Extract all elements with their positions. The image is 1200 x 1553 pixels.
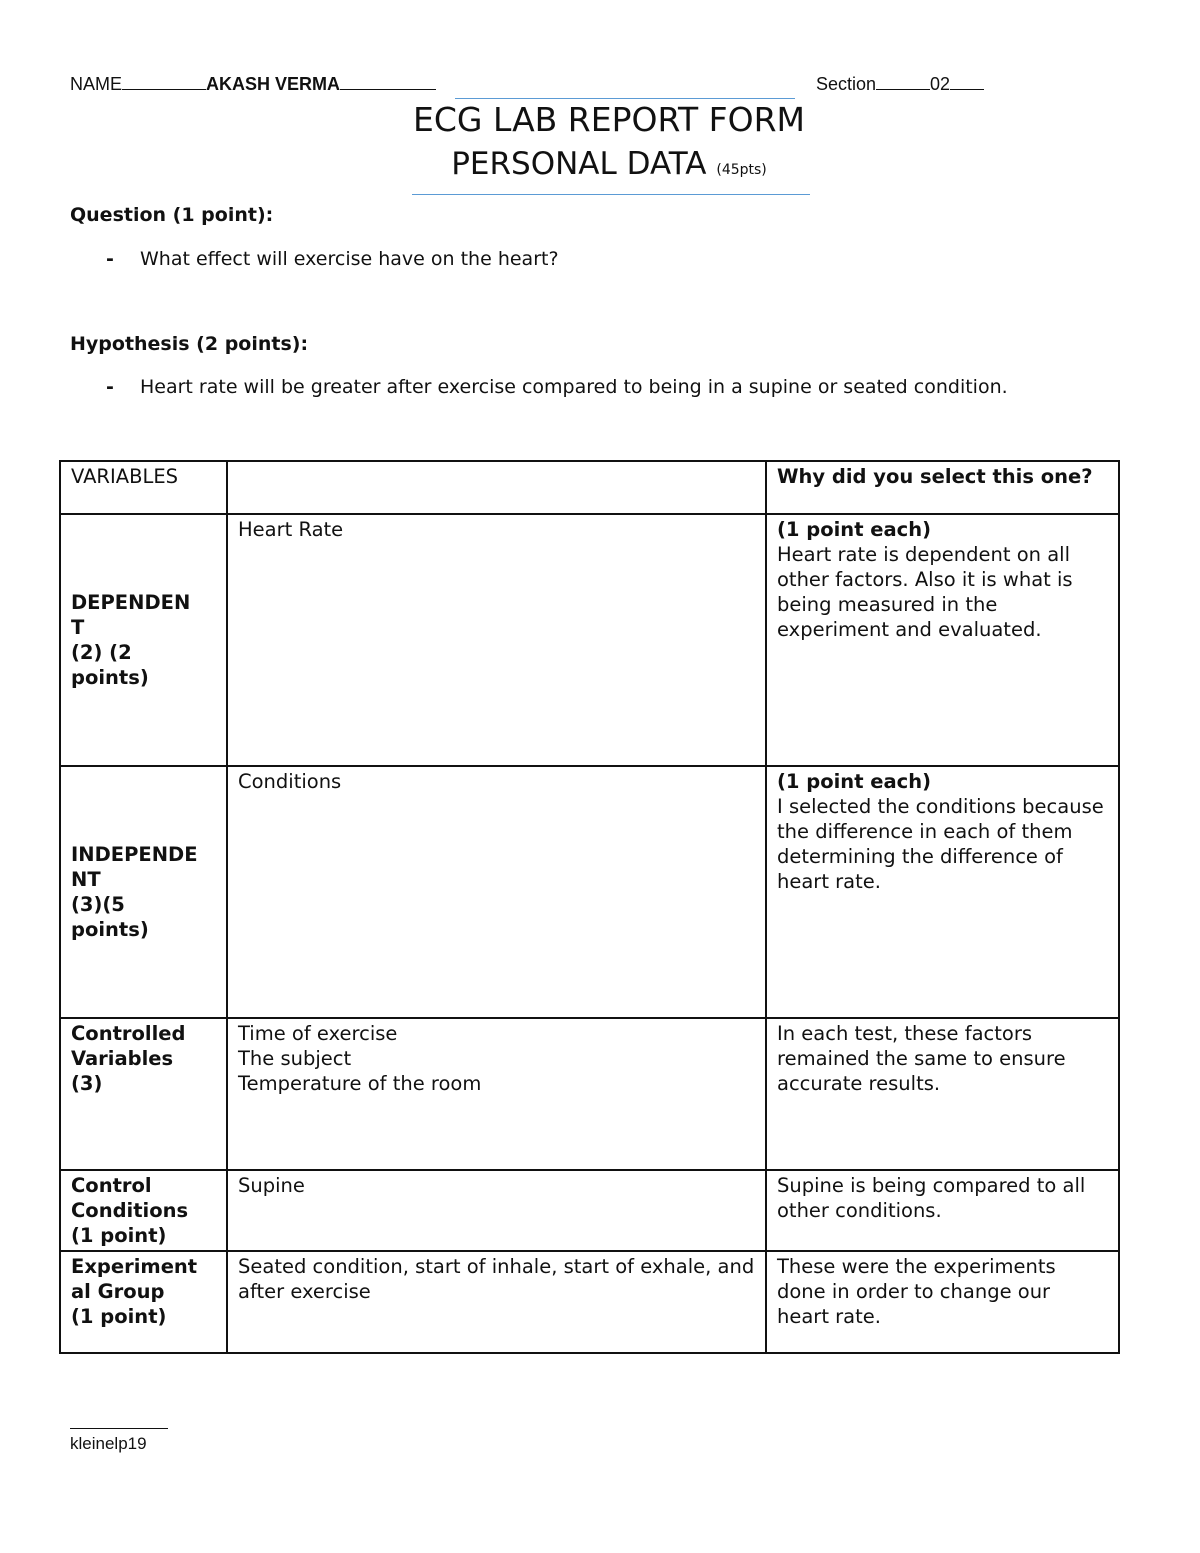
- reason-heading: (1 point each): [777, 518, 932, 541]
- footnote-rule: [70, 1428, 168, 1429]
- hypothesis-item: [70, 376, 1008, 398]
- name-label: NAME: [70, 74, 123, 94]
- row-label: Controlled Variables (3): [60, 1018, 227, 1170]
- row-value: Conditions: [227, 766, 766, 1018]
- footnote-text: kleinelp19: [70, 1434, 147, 1453]
- question-text: What effect will exercise have on the heart?: [140, 248, 559, 270]
- reason-heading: (1 point each): [777, 770, 932, 793]
- section-underline-right: [950, 75, 984, 90]
- row-value: Heart Rate: [227, 514, 766, 766]
- name-underline-right: [340, 75, 436, 90]
- reason-text: I selected the conditions because the difference in each of them determining the difference of heart rate.: [777, 795, 1104, 893]
- section-label: Section: [816, 74, 877, 94]
- title-rule: [412, 194, 810, 195]
- question-bullet: -: [106, 248, 114, 270]
- name-underline-left: [122, 75, 206, 90]
- section-value: 02: [930, 74, 951, 94]
- report-subtitle: [0, 146, 1200, 182]
- row-value: Seated condition, start of inhale, start of exhale, and after exercise: [227, 1251, 766, 1353]
- row-reason: [766, 1018, 1119, 1170]
- hypothesis-text: Heart rate will be greater after exercise compared to being in a supine or seated condition.: [140, 376, 1008, 398]
- row-reason: [766, 514, 1119, 766]
- table-header-row: [60, 461, 1119, 514]
- header-why: Why did you select this one?: [766, 461, 1119, 514]
- question-item: [70, 248, 559, 270]
- name-field: [70, 74, 436, 95]
- header-blank: [227, 461, 766, 514]
- row-label: Control Conditions (1 point): [60, 1170, 227, 1251]
- name-value: AKASH VERMA: [206, 74, 341, 94]
- table-row-dependent: [60, 514, 1119, 766]
- hypothesis-heading: Hypothesis (2 points):: [70, 333, 309, 355]
- reason-text: Heart rate is dependent on all other factors. Also it is what is being measured in the experiment and evaluated.: [777, 543, 1073, 641]
- section-field: [816, 74, 984, 95]
- row-label: INDEPENDE NT (3)(5 points): [60, 766, 227, 1018]
- reason-text: These were the experiments done in order to change our heart rate.: [777, 1255, 1056, 1328]
- row-value: Time of exercise The subject Temperature of the room: [227, 1018, 766, 1170]
- hypothesis-bullet: -: [106, 376, 114, 398]
- row-value: Supine: [227, 1170, 766, 1251]
- table-row-controlled: [60, 1018, 1119, 1170]
- row-reason: [766, 1170, 1119, 1251]
- reason-text: Supine is being compared to all other conditions.: [777, 1174, 1086, 1222]
- table-row-independent: [60, 766, 1119, 1018]
- row-reason: [766, 766, 1119, 1018]
- table-row-control-conditions: [60, 1170, 1119, 1251]
- subtitle-text: PERSONAL DATA: [451, 146, 707, 182]
- header-rule: [455, 98, 795, 99]
- section-underline-left: [876, 75, 930, 90]
- points-total: (45pts): [716, 162, 767, 178]
- table-row-experimental: [60, 1251, 1119, 1353]
- reason-text: In each test, these factors remained the same to ensure accurate results.: [777, 1022, 1066, 1095]
- row-reason: [766, 1251, 1119, 1353]
- variables-table: [59, 460, 1120, 1354]
- row-label: DEPENDEN T (2) (2 points): [60, 514, 227, 766]
- header-variables: VARIABLES: [60, 461, 227, 514]
- report-title: ECG LAB REPORT FORM: [413, 100, 805, 139]
- question-heading: Question (1 point):: [70, 204, 274, 226]
- row-label: Experiment al Group (1 point): [60, 1251, 227, 1353]
